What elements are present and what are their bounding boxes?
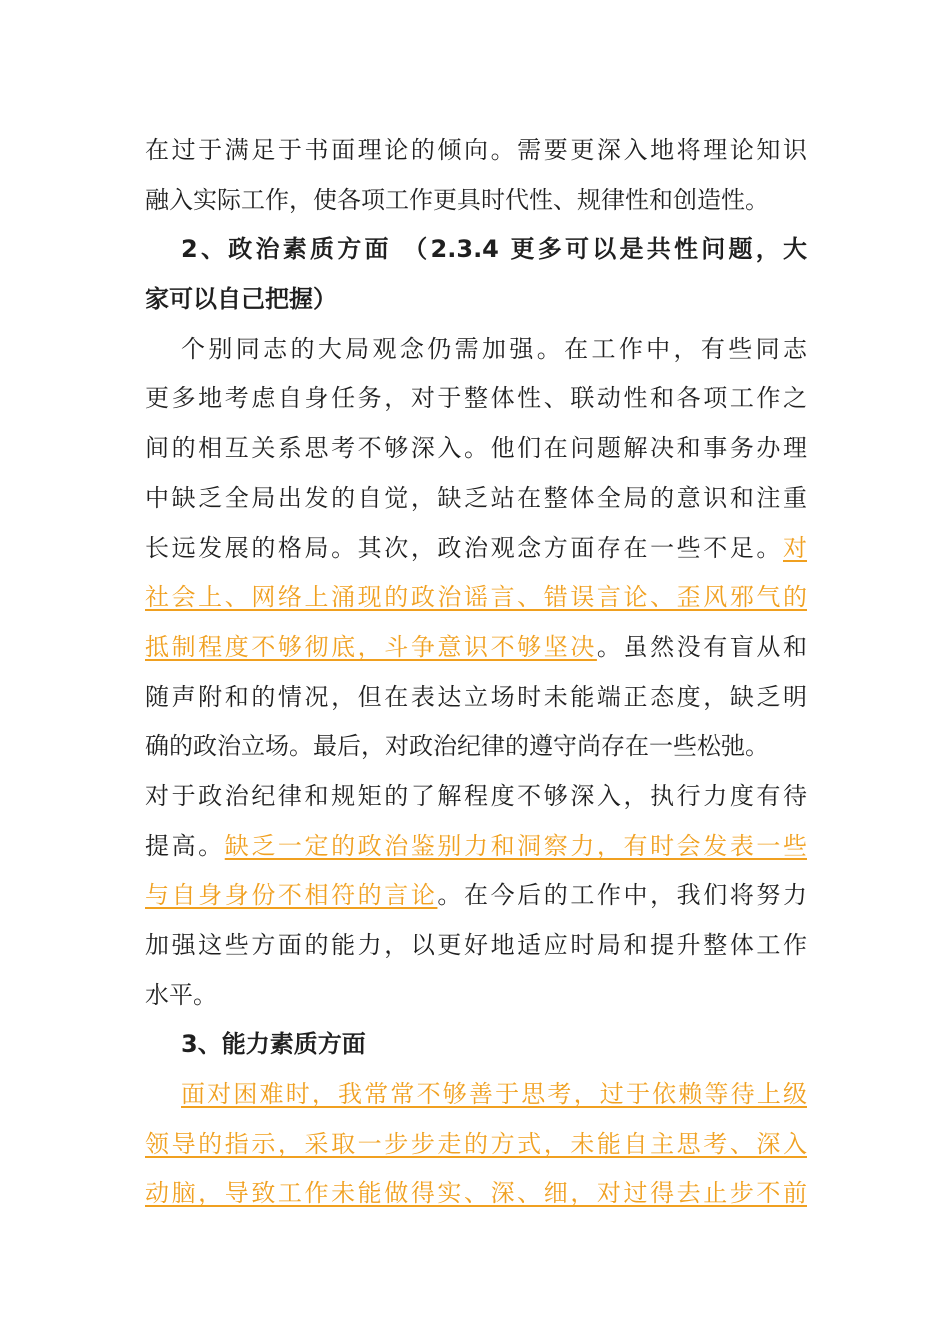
text-line	[145, 623, 807, 673]
highlighted-text: 与自身身份不相符的言论	[145, 881, 438, 910]
text-line	[145, 424, 807, 474]
text-line	[145, 921, 807, 971]
document-body	[145, 126, 807, 1219]
highlighted-text: 社会上、网络上涌现的政治谣言、错误言论、歪风邪气的	[145, 583, 807, 612]
text-line	[145, 1070, 807, 1120]
text-line	[145, 971, 807, 1021]
text-line	[145, 275, 807, 325]
text-segment: 在过于满足于书面理论的倾向。需要更深入地将理论知识	[145, 136, 807, 164]
text-segment: 加强这些方面的能力，以更好地适应时局和提升整体工作	[145, 931, 807, 959]
text-segment: 中缺乏全局出发的自觉，缺乏站在整体全局的意识和注重	[145, 483, 807, 512]
text-line	[145, 524, 807, 574]
text-segment: 2、政治素质方面 （2.3.4 更多可以是共性问题，大	[181, 235, 807, 264]
highlighted-text: 动脑，导致工作未能做得实、深、细，对过得去止步不前	[145, 1179, 807, 1208]
text-line	[145, 871, 807, 921]
text-segment: 提高。	[145, 831, 225, 860]
text-line	[145, 374, 807, 424]
text-segment: 融入实际工作，使各项工作更具时代性、规律性和创造性。	[145, 185, 769, 214]
text-line	[145, 1120, 807, 1170]
text-segment: 长远发展的格局。其次，政治观念方面存在一些不足。	[145, 533, 783, 562]
text-segment: 。在今后的工作中，我们将努力	[437, 881, 808, 910]
text-segment: 确的政治立场。最后，对政治纪律的遵守尚存在一些松弛。	[145, 732, 769, 761]
text-segment: 家可以自己把握）	[145, 285, 337, 314]
highlighted-text: 抵制程度不够彻底，斗争意识不够坚决	[145, 632, 597, 661]
text-line	[145, 573, 807, 623]
text-segment: 个别同志的大局观念仍需加强。在工作中，有些同志	[181, 334, 807, 363]
text-segment: 对于政治纪律和规矩的了解程度不够深入，执行力度有待	[145, 781, 807, 810]
text-line	[145, 822, 807, 872]
highlighted-text: 领导的指示，采取一步步走的方式，未能自主思考、深入	[145, 1129, 807, 1158]
text-segment: 3、能力素质方面	[181, 1030, 366, 1059]
text-segment: 随声附和的情况，但在表达立场时未能端正态度，缺乏明	[145, 682, 807, 711]
highlighted-text: 对	[783, 533, 807, 562]
highlighted-text: 缺乏一定的政治鉴别力和洞察力，有时会发表一些	[224, 831, 807, 860]
text-segment: 更多地考虑自身任务，对于整体性、联动性和各项工作之	[145, 384, 807, 413]
text-line	[145, 126, 807, 176]
text-line	[145, 176, 807, 226]
highlighted-text: 面对困难时，我常常不够善于思考，过于依赖等待上级	[181, 1080, 807, 1109]
text-line	[145, 225, 807, 275]
text-line	[145, 474, 807, 524]
text-line	[145, 1169, 807, 1219]
text-segment: 水平。	[145, 980, 217, 1009]
text-line	[145, 1020, 807, 1070]
text-line	[145, 673, 807, 723]
text-line	[145, 772, 807, 822]
text-segment: 。虽然没有盲从和	[596, 632, 808, 661]
text-line	[145, 325, 807, 375]
text-line	[145, 722, 807, 772]
text-segment: 间的相互关系思考不够深入。他们在问题解决和事务办理	[145, 434, 807, 463]
